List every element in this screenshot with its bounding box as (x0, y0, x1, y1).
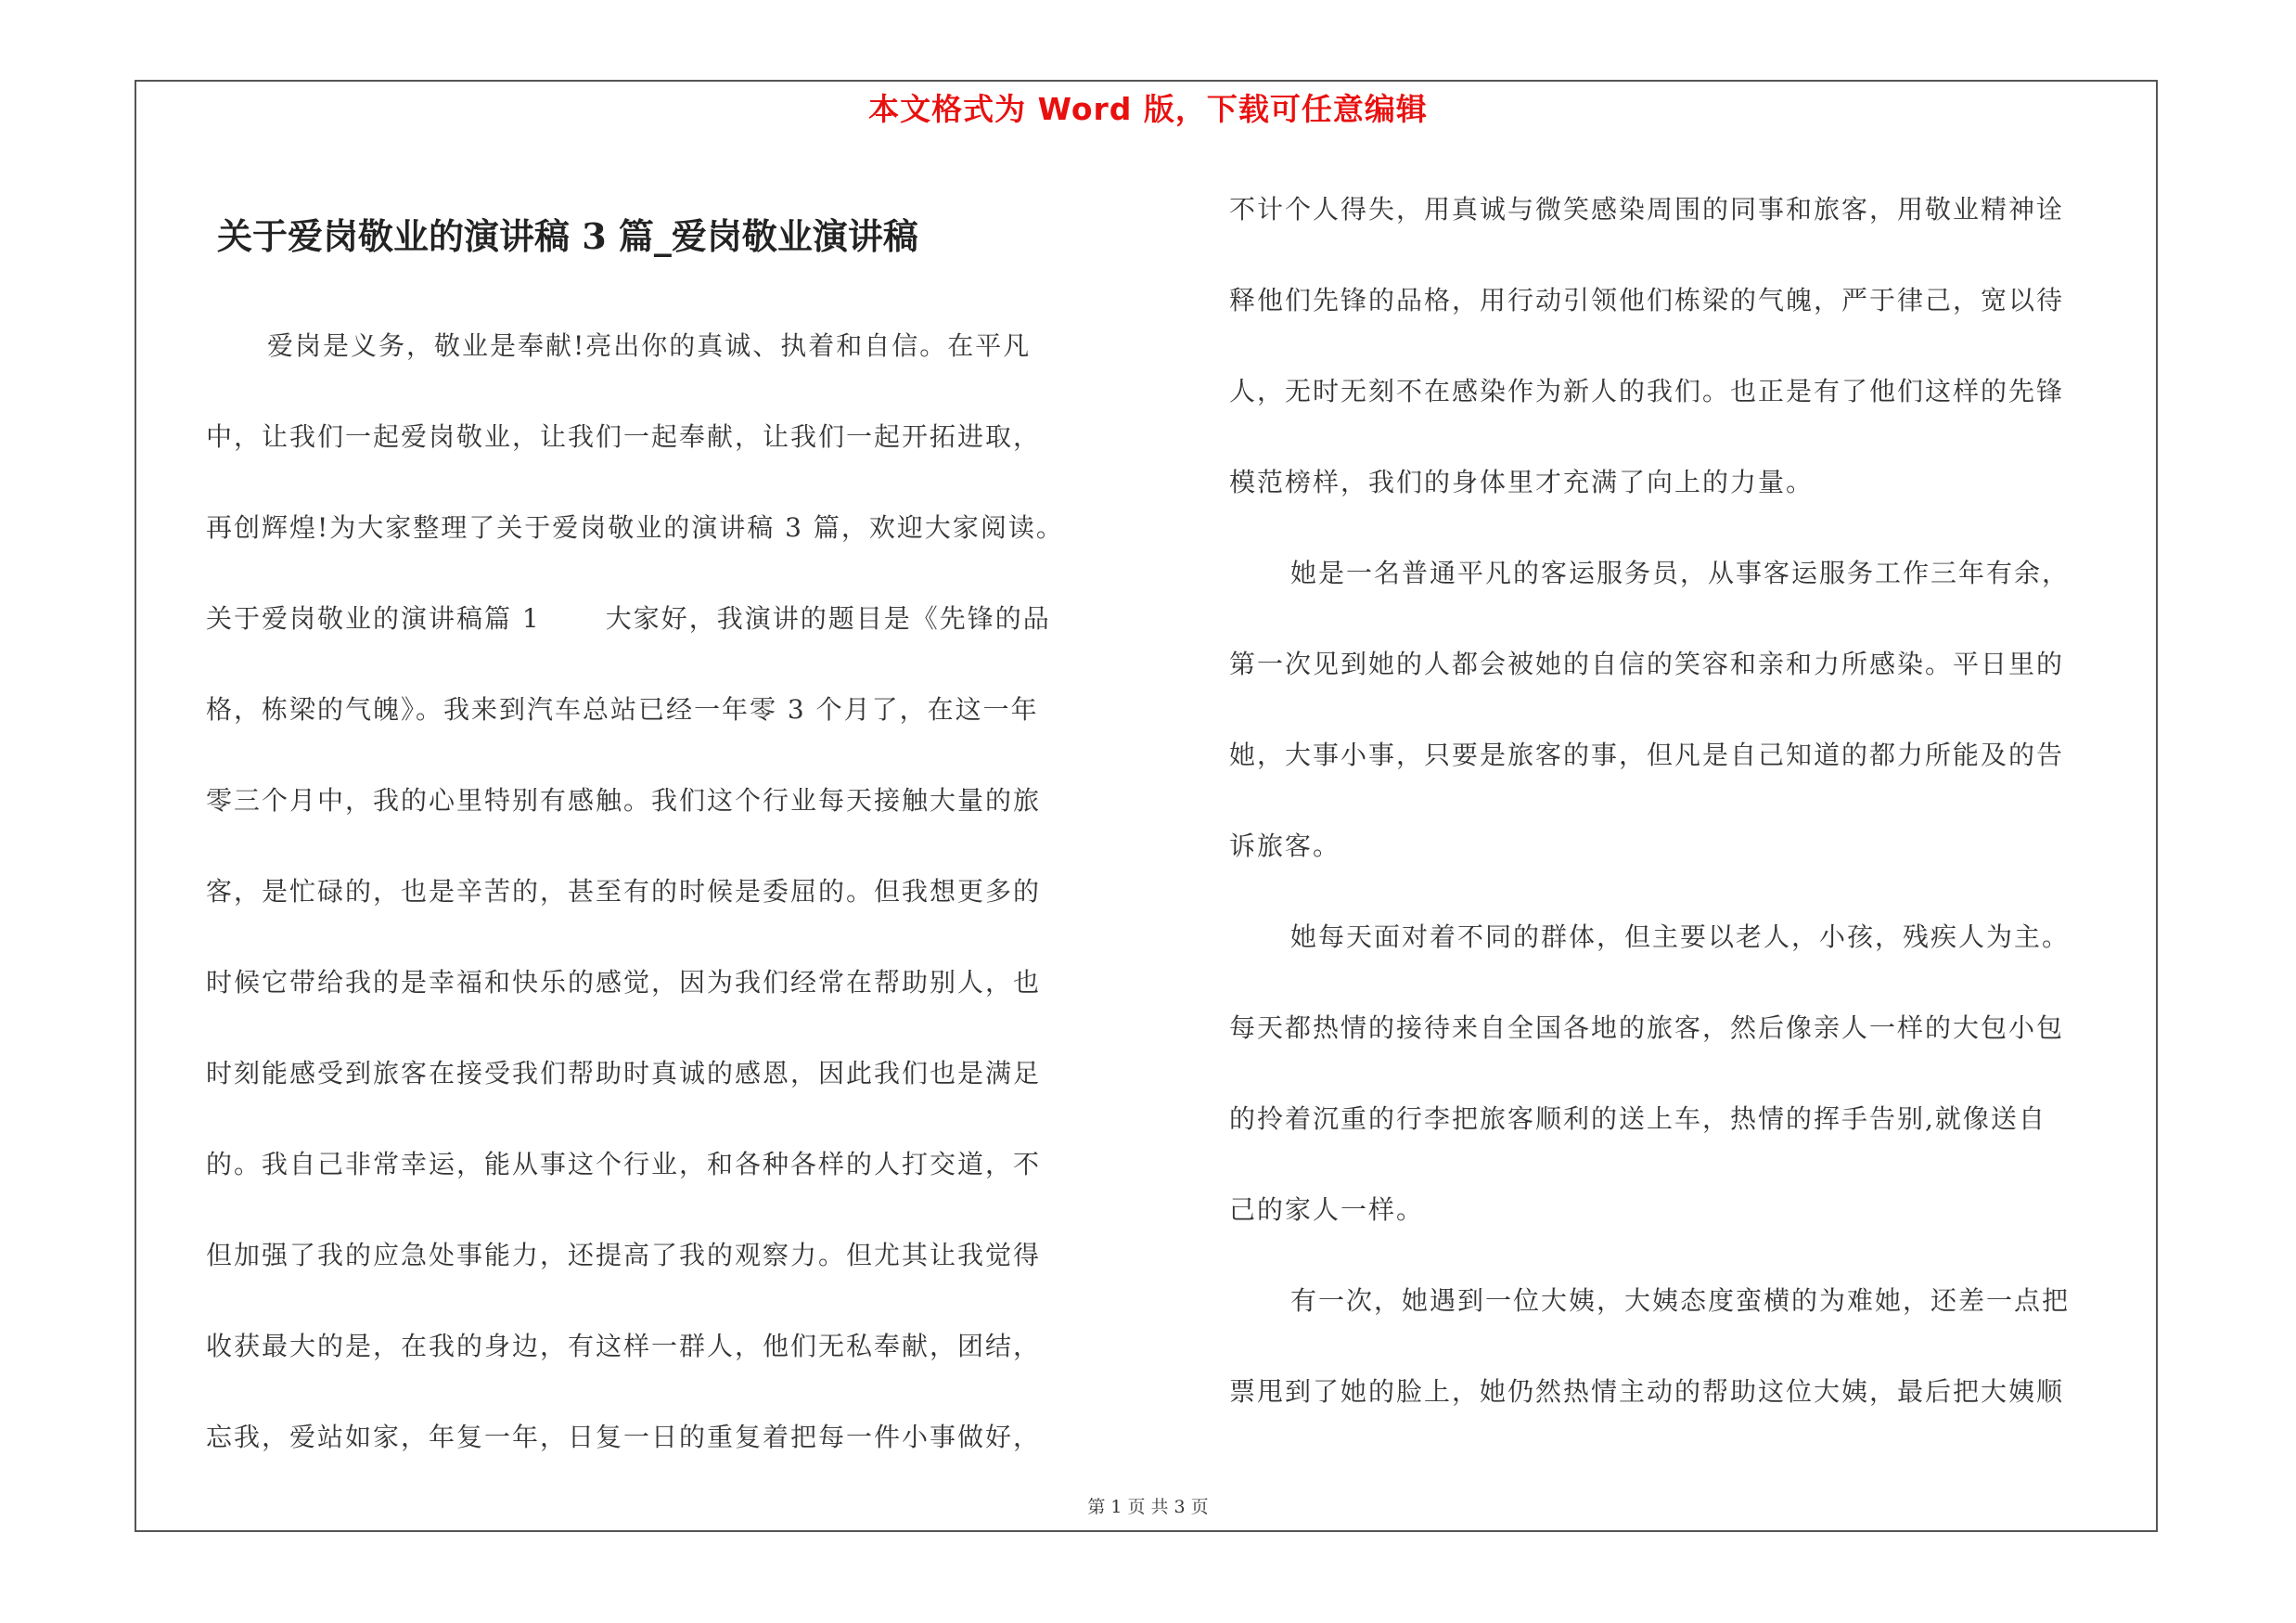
paragraph-line: 的。我自己非常幸运，能从事这个行业，和各种各样的人打交道，不 (206, 1149, 1042, 1179)
paragraph-line (206, 573, 1152, 664)
paragraph-line: 她每天面对着不同的群体，但主要以老人，小孩，残疾人为主。 (1290, 921, 2071, 952)
paragraph-line: 第一次见到她的人都会被她的自信的笑容和亲和力所感染。平日里的 (1229, 649, 2065, 679)
word-format-banner: 本文格式为 Word 版，下载可任意编辑 (868, 91, 1428, 127)
paragraph-line: 不计个人得失，用真诚与微笑感染周围的同事和旅客，用敬业精神诠 (1229, 194, 2065, 225)
page-number-footer: 第 1 页 共 3 页 (1087, 1497, 1209, 1517)
paragraph-line: 有一次，她遇到一位大姨，大姨态度蛮横的为难她，还差一点把 (1290, 1285, 2071, 1316)
paragraph-line: 她是一名普通平凡的客运服务员，从事客运服务工作三年有余， (1290, 558, 2071, 588)
paragraph-line: 诉旅客。 (1229, 831, 1341, 861)
paragraph-line: 再创辉煌!为大家整理了关于爱岗敬业的演讲稿 3 篇，欢迎大家阅读。 (206, 512, 1064, 543)
paragraph-line: 票甩到了她的脸上，她仍然热情主动的帮助这位大姨，最后把大姨顺 (1229, 1376, 2065, 1407)
paragraph-line: 但加强了我的应急处事能力，还提高了我的观察力。但尤其让我觉得 (206, 1240, 1042, 1270)
paragraph-line: 格，栋梁的气魄》。我来到汽车总站已经一年零 3 个月了，在这一年 (206, 694, 1039, 725)
document-title: 关于爱岗敬业的演讲稿 3 篇_爱岗敬业演讲稿 (217, 215, 918, 257)
paragraph-line: 爱岗是义务，敬业是奉献!亮出你的真诚、执着和自信。在平凡 (267, 330, 1032, 361)
paragraph-line: 时刻能感受到旅客在接受我们帮助时真诚的感恩，因此我们也是满足 (206, 1058, 1042, 1088)
paragraph-line: 零三个月中，我的心里特别有感触。我们这个行业每天接触大量的旅 (206, 785, 1042, 816)
paragraph-line: 的拎着沉重的行李把旅客顺利的送上车，热情的挥手告别,就像送自 (1229, 1103, 2046, 1134)
paragraph-line: 时候它带给我的是幸福和快乐的感觉，因为我们经常在帮助别人，也 (206, 967, 1042, 998)
paragraph-line: 收获最大的是，在我的身边，有这样一群人，他们无私奉献，团结， (206, 1331, 1042, 1361)
left-column (206, 301, 1152, 1483)
paragraph-line: 中，让我们一起爱岗敬业，让我们一起奉献，让我们一起开拓进取， (206, 421, 1042, 452)
paragraph-line: 忘我，爱站如家，年复一年，日复一日的重复着把每一件小事做好， (206, 1422, 1042, 1452)
paragraph-line: 每天都热情的接待来自全国各地的旅客，然后像亲人一样的大包小包 (1229, 1012, 2065, 1043)
paragraph-line: 释他们先锋的品格，用行动引领他们栋梁的气魄，严于律己，宽以待 (1229, 285, 2065, 316)
speech-opening: 大家好，我演讲的题目是《先锋的品 (605, 603, 1051, 634)
speech-heading: 关于爱岗敬业的演讲稿篇 1 (206, 603, 541, 634)
right-column (1229, 164, 2166, 1437)
paragraph-line: 她，大事小事，只要是旅客的事，但凡是自己知道的都力所能及的告 (1229, 740, 2065, 770)
paragraph-line: 客，是忙碌的，也是辛苦的，甚至有的时候是委屈的。但我想更多的 (206, 876, 1042, 907)
paragraph-line: 人，无时无刻不在感染作为新人的我们。也正是有了他们这样的先锋 (1229, 376, 2065, 406)
paragraph-line: 己的家人一样。 (1229, 1194, 1425, 1225)
paragraph-line: 模范榜样，我们的身体里才充满了向上的力量。 (1229, 467, 1815, 497)
